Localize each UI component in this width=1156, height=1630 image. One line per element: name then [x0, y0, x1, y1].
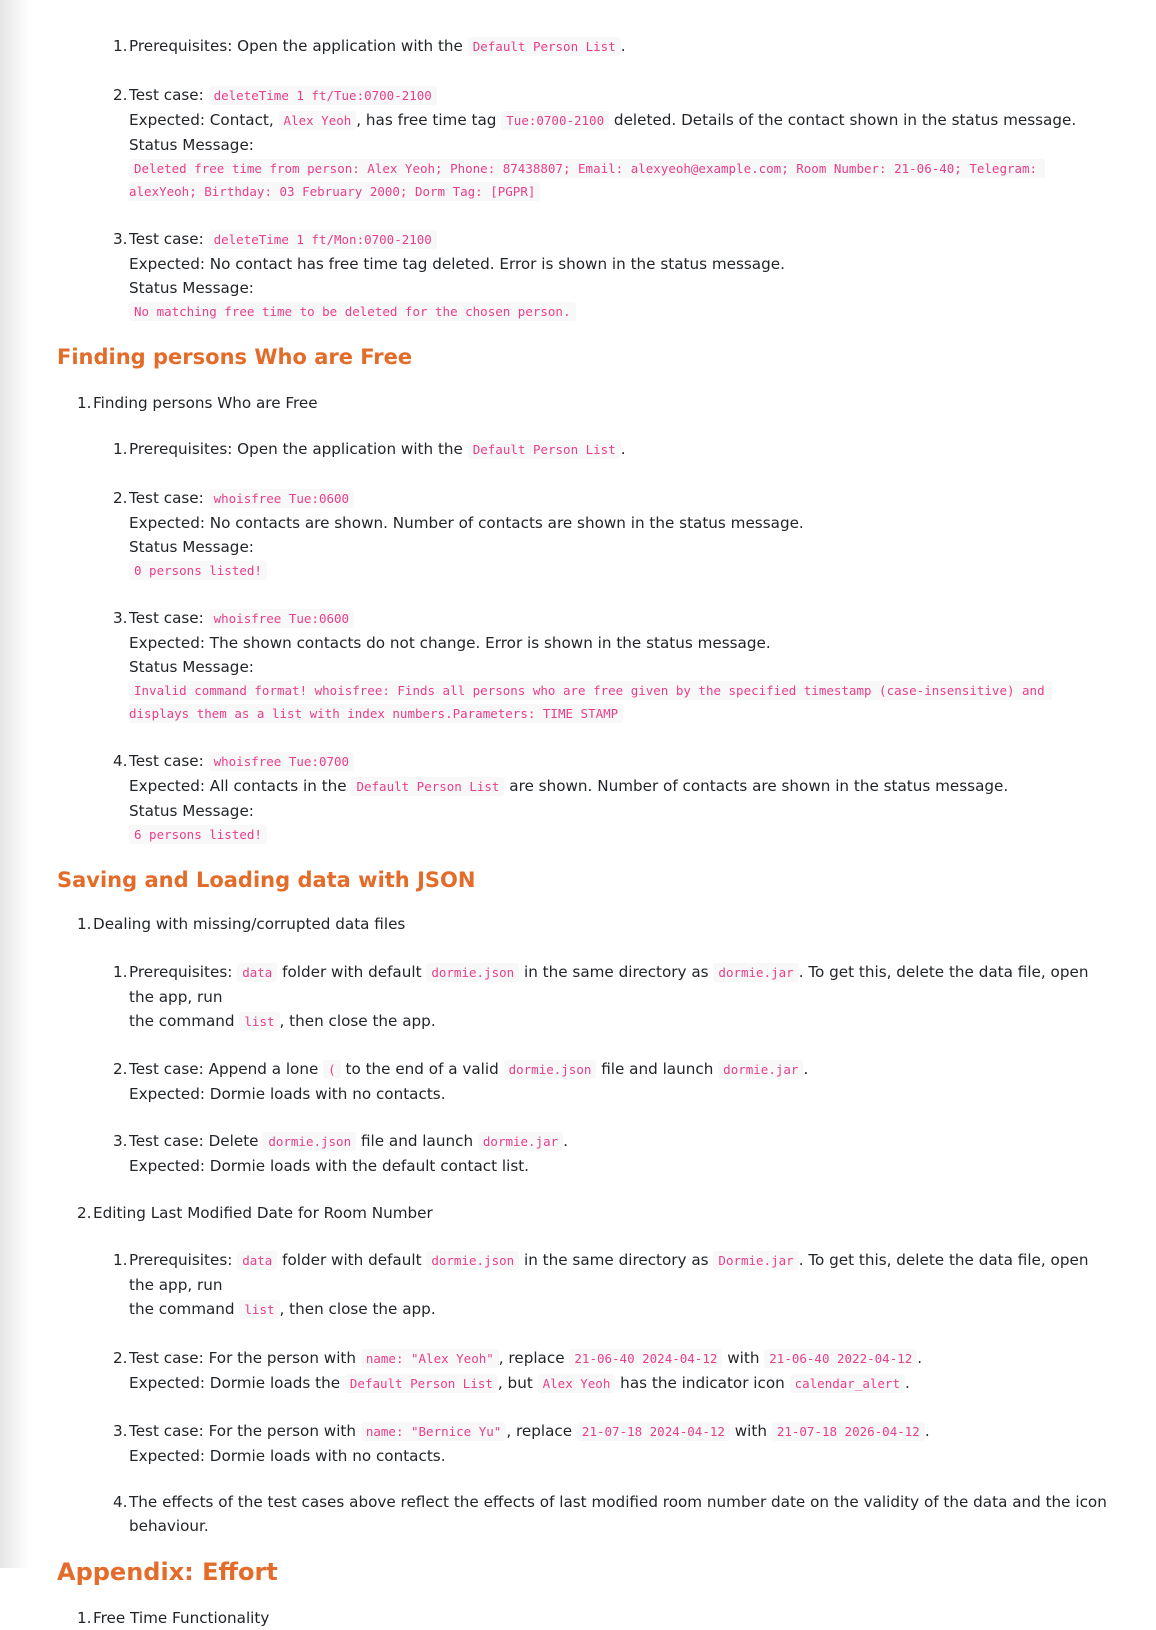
inline-code: name: "Alex Yeoh" [361, 1349, 499, 1368]
list-item: 3. Test case: Delete dormie.json file and launch dormie.jar . Expected: Dormie loads with the default contact list. [57, 1129, 1117, 1178]
status-label: Status Message: [129, 538, 254, 556]
inline-code: Alex Yeoh [538, 1374, 616, 1393]
item-text: has the indicator icon [615, 1374, 790, 1392]
item-text: Prerequisites: Open the application with the [129, 440, 468, 458]
inline-code: whoisfree Tue:0600 [209, 489, 354, 508]
list-item: 2. Test case: Append a lone ( to the end of a valid dormie.json file and launch dormie.jar . Expected: Dormie loads with no contacts. [57, 1057, 1117, 1106]
item-text: Expected: No contact has free time tag deleted. Error is shown in the status message. [129, 255, 785, 273]
item-text: Test case: [129, 86, 209, 104]
item-text: . [563, 1132, 568, 1150]
inline-code: calendar_alert [790, 1374, 905, 1393]
delete-time-steps [57, 34, 1117, 323]
list-item: 1. Prerequisites: data folder with default dormie.json in the same directory as dormie.jar . To get this, delete the data file, open the app, run the command list , then close the app. [113, 963, 1089, 1030]
status-label: Status Message: [129, 658, 254, 676]
list-item: 4. Test case: whoisfree Tue:0700 Expected: All contacts in the Default Person List are shown. Number of contacts are shown in the status message. Status Message: 6 persons listed! [57, 749, 1117, 846]
status-message-code: Invalid command format! whoisfree: Finds all persons who are free given by the specified timestamp (case-insensitive) and displays them as a list with index numbers.Parameters: TIME STAMP [129, 683, 1053, 721]
item-text: Test case: For the person with [129, 1422, 361, 1440]
item-text: , replace [498, 1349, 570, 1367]
inline-code: data [237, 963, 277, 982]
item-text: the command [129, 1012, 240, 1030]
inline-code: Alex Yeoh [279, 111, 357, 130]
status-message-code: Deleted free time from person: Alex Yeoh; Phone: 87438807; Email: alexyeoh@example.com; Room Number: 21-06-40; Telegram: alexYeoh; Birthday: 03 February 2000; Dorm Tag: [PGPR] [129, 161, 1045, 199]
inline-code: 21-07-18 2026-04-12 [772, 1422, 925, 1441]
inline-code: Default Person List [468, 37, 621, 56]
list-item: 2. Test case: deleteTime 1 ft/Tue:0700-2100 Expected: Contact, Alex Yeoh , has free time tag Tue:0700-2100 deleted. Details of the contact shown in the status message. Status Message: Deleted free time from person: Alex Yeoh; Phone: 87438807; Email: alexyeoh@example.com; Room Number: 21-06-40; Telegram: alexYeoh; Birthday: 03 February 2000; Dorm Tag: [PGPR] [57, 83, 1117, 203]
item-text: Prerequisites: [129, 1251, 238, 1269]
list-item: 1. Prerequisites: data folder with default dormie.json in the same directory as Dormie.jar . To get this, delete the data file, open the app, run the command list , then close the app. [113, 1251, 1089, 1318]
item-text: Prerequisites: Open the application with the [129, 37, 468, 55]
item-text: Test case: Append a lone [129, 1060, 324, 1078]
item-text: in the same directory as [519, 963, 714, 981]
inline-code: 21-06-40 2022-04-12 [764, 1349, 917, 1368]
item-text: , then close the app. [279, 1012, 436, 1030]
inline-code: deleteTime 1 ft/Tue:0700-2100 [209, 86, 437, 105]
item-text: to the end of a valid [340, 1060, 504, 1078]
section-heading: Appendix: Effort [57, 1558, 278, 1586]
status-label: Status Message: [129, 279, 254, 297]
inline-code: dormie.jar [718, 1060, 803, 1079]
inline-code: list [239, 1012, 279, 1031]
item-text: Free Time Functionality [93, 1609, 270, 1627]
inline-code: dormie.jar [478, 1132, 563, 1151]
status-label: Status Message: [129, 136, 254, 154]
item-text: Expected: Dormie loads with no contacts. [129, 1085, 446, 1103]
item-text: folder with default [277, 1251, 427, 1269]
status-message-code: No matching free time to be deleted for the chosen person. [129, 302, 576, 321]
inline-code: dormie.json [263, 1132, 356, 1151]
list-item: 3. Test case: For the person with name: "Bernice Yu" , replace 21-07-18 2024-04-12 with 21-07-18 2026-04-12 . Expected: Dormie loads with no contacts. [57, 1419, 1117, 1468]
item-text: Expected: Contact, [129, 111, 279, 129]
item-text: Test case: [129, 609, 209, 627]
item-text: Expected: All contacts in the [129, 777, 352, 795]
item-text: deleted. Details of the contact shown in the status message. [609, 111, 1077, 129]
item-text: Expected: Dormie loads the [129, 1374, 345, 1392]
section-heading: Finding persons Who are Free [57, 345, 413, 369]
item-text: Editing Last Modified Date for Room Number [93, 1204, 433, 1222]
item-text: . To get this, delete the data file, open the app, run [129, 963, 1089, 1006]
item-text: Test case: [129, 489, 209, 507]
item-text: Expected: No contacts are shown. Number of contacts are shown in the status message. [129, 514, 804, 532]
status-message-code: 6 persons listed! [129, 825, 267, 844]
item-text: in the same directory as [519, 1251, 714, 1269]
inline-code: Tue:0700-2100 [501, 111, 609, 130]
inline-code: dormie.json [426, 1251, 519, 1270]
inline-code: whoisfree Tue:0700 [209, 752, 354, 771]
item-text: The effects of the test cases above reflect the effects of last modified room number date on the validity of the data and the icon behaviour. [129, 1493, 1107, 1535]
status-label: Status Message: [129, 802, 254, 820]
section-heading: Saving and Loading data with JSON [57, 868, 476, 892]
list-item: 1. Free Time Functionality [77, 1609, 270, 1627]
list-item: 2. Test case: For the person with name: "Alex Yeoh" , replace 21-06-40 2024-04-12 with 21-06-40 2022-04-12 . Expected: Dormie loads the Default Person List , but Alex Yeoh has the indicator icon calendar_alert . [113, 1349, 923, 1392]
document-content [57, 34, 1117, 1630]
item-text: , then close the app. [279, 1300, 436, 1318]
item-text: Test case: [129, 230, 209, 248]
item-text: file and launch [596, 1060, 719, 1078]
item-text: . [620, 37, 626, 55]
item-text: Dealing with missing/corrupted data files [93, 915, 406, 933]
item-text: Expected: Dormie loads with no contacts. [129, 1447, 446, 1465]
status-message-code: 0 persons listed! [129, 561, 267, 580]
list-item: 3. Test case: deleteTime 1 ft/Mon:0700-2100 Expected: No contact has free time tag deleted. Error is shown in the status message. Status Message: No matching free time to be deleted for the chosen person. [57, 227, 1117, 323]
item-text: folder with default [277, 963, 427, 981]
inline-code: Default Person List [468, 440, 621, 459]
inline-code: dormie.json [504, 1060, 597, 1079]
list-item: 2. Editing Last Modified Date for Room Number [77, 1204, 433, 1222]
item-text: Finding persons Who are Free [93, 394, 318, 412]
inline-code: ( [323, 1060, 341, 1079]
list-item: 1. Dealing with missing/corrupted data files [77, 915, 406, 933]
inline-code: Default Person List [351, 777, 504, 796]
list-item: 1. Prerequisites: Open the application with the Default Person List . [113, 37, 626, 55]
item-text: . To get this, delete the data file, open the app, run [129, 1251, 1089, 1294]
inline-code: whoisfree Tue:0600 [209, 609, 354, 628]
item-text: file and launch [356, 1132, 478, 1150]
item-text: Expected: The shown contacts do not change. Error is shown in the status message. [129, 634, 771, 652]
item-text: . [904, 1374, 910, 1392]
item-text: . [620, 440, 626, 458]
item-text: . [917, 1349, 923, 1367]
list-item: 4. The effects of the test cases above reflect the effects of last modified room number date on the validity of the data and the icon behaviour. [113, 1493, 1107, 1535]
inline-code: dormie.json [426, 963, 519, 982]
inline-code: data [237, 1251, 277, 1270]
sidebar-shadow [0, 0, 30, 1568]
inline-code: 21-07-18 2024-04-12 [577, 1422, 730, 1441]
inline-code: deleteTime 1 ft/Mon:0700-2100 [209, 230, 437, 249]
item-text: Test case: [129, 752, 209, 770]
inline-code: Default Person List [345, 1374, 498, 1393]
item-text: Test case: For the person with [129, 1349, 361, 1367]
inline-code: Dormie.jar [713, 1251, 798, 1270]
list-item: 3. Test case: whoisfree Tue:0600 Expected: The shown contacts do not change. Error is shown in the status message. Status Message: Invalid command format! whoisfree: Finds all persons who are free given by the specified timestamp (case-insensitive) and displays them as a list with index numbers.Parameters: TIME STAMP [57, 606, 1117, 725]
inline-code: name: "Bernice Yu" [361, 1422, 506, 1441]
item-text: with [729, 1422, 772, 1440]
inline-code: list [239, 1300, 279, 1319]
item-text: . [803, 1060, 809, 1078]
item-text: , but [497, 1374, 538, 1392]
item-text: , replace [506, 1422, 577, 1440]
item-text: with [722, 1349, 765, 1367]
list-item: 2. Test case: whoisfree Tue:0600 Expected: No contacts are shown. Number of contacts are shown in the status message. Status Message: 0 persons listed! [57, 486, 1117, 582]
item-text: . [924, 1422, 930, 1440]
item-text: Expected: Dormie loads with the default contact list. [129, 1157, 530, 1175]
item-text: Prerequisites: [129, 963, 238, 981]
item-text: the command [129, 1300, 240, 1318]
inline-code: dormie.jar [713, 963, 798, 982]
list-item: 1. Finding persons Who are Free [77, 394, 318, 412]
item-text: Test case: Delete [129, 1132, 264, 1150]
list-item: 1. Prerequisites: Open the application with the Default Person List . [113, 440, 626, 458]
item-text: , has free time tag [356, 111, 502, 129]
inline-code: 21-06-40 2024-04-12 [569, 1349, 722, 1368]
item-text: are shown. Number of contacts are shown in the status message. [504, 777, 1009, 795]
